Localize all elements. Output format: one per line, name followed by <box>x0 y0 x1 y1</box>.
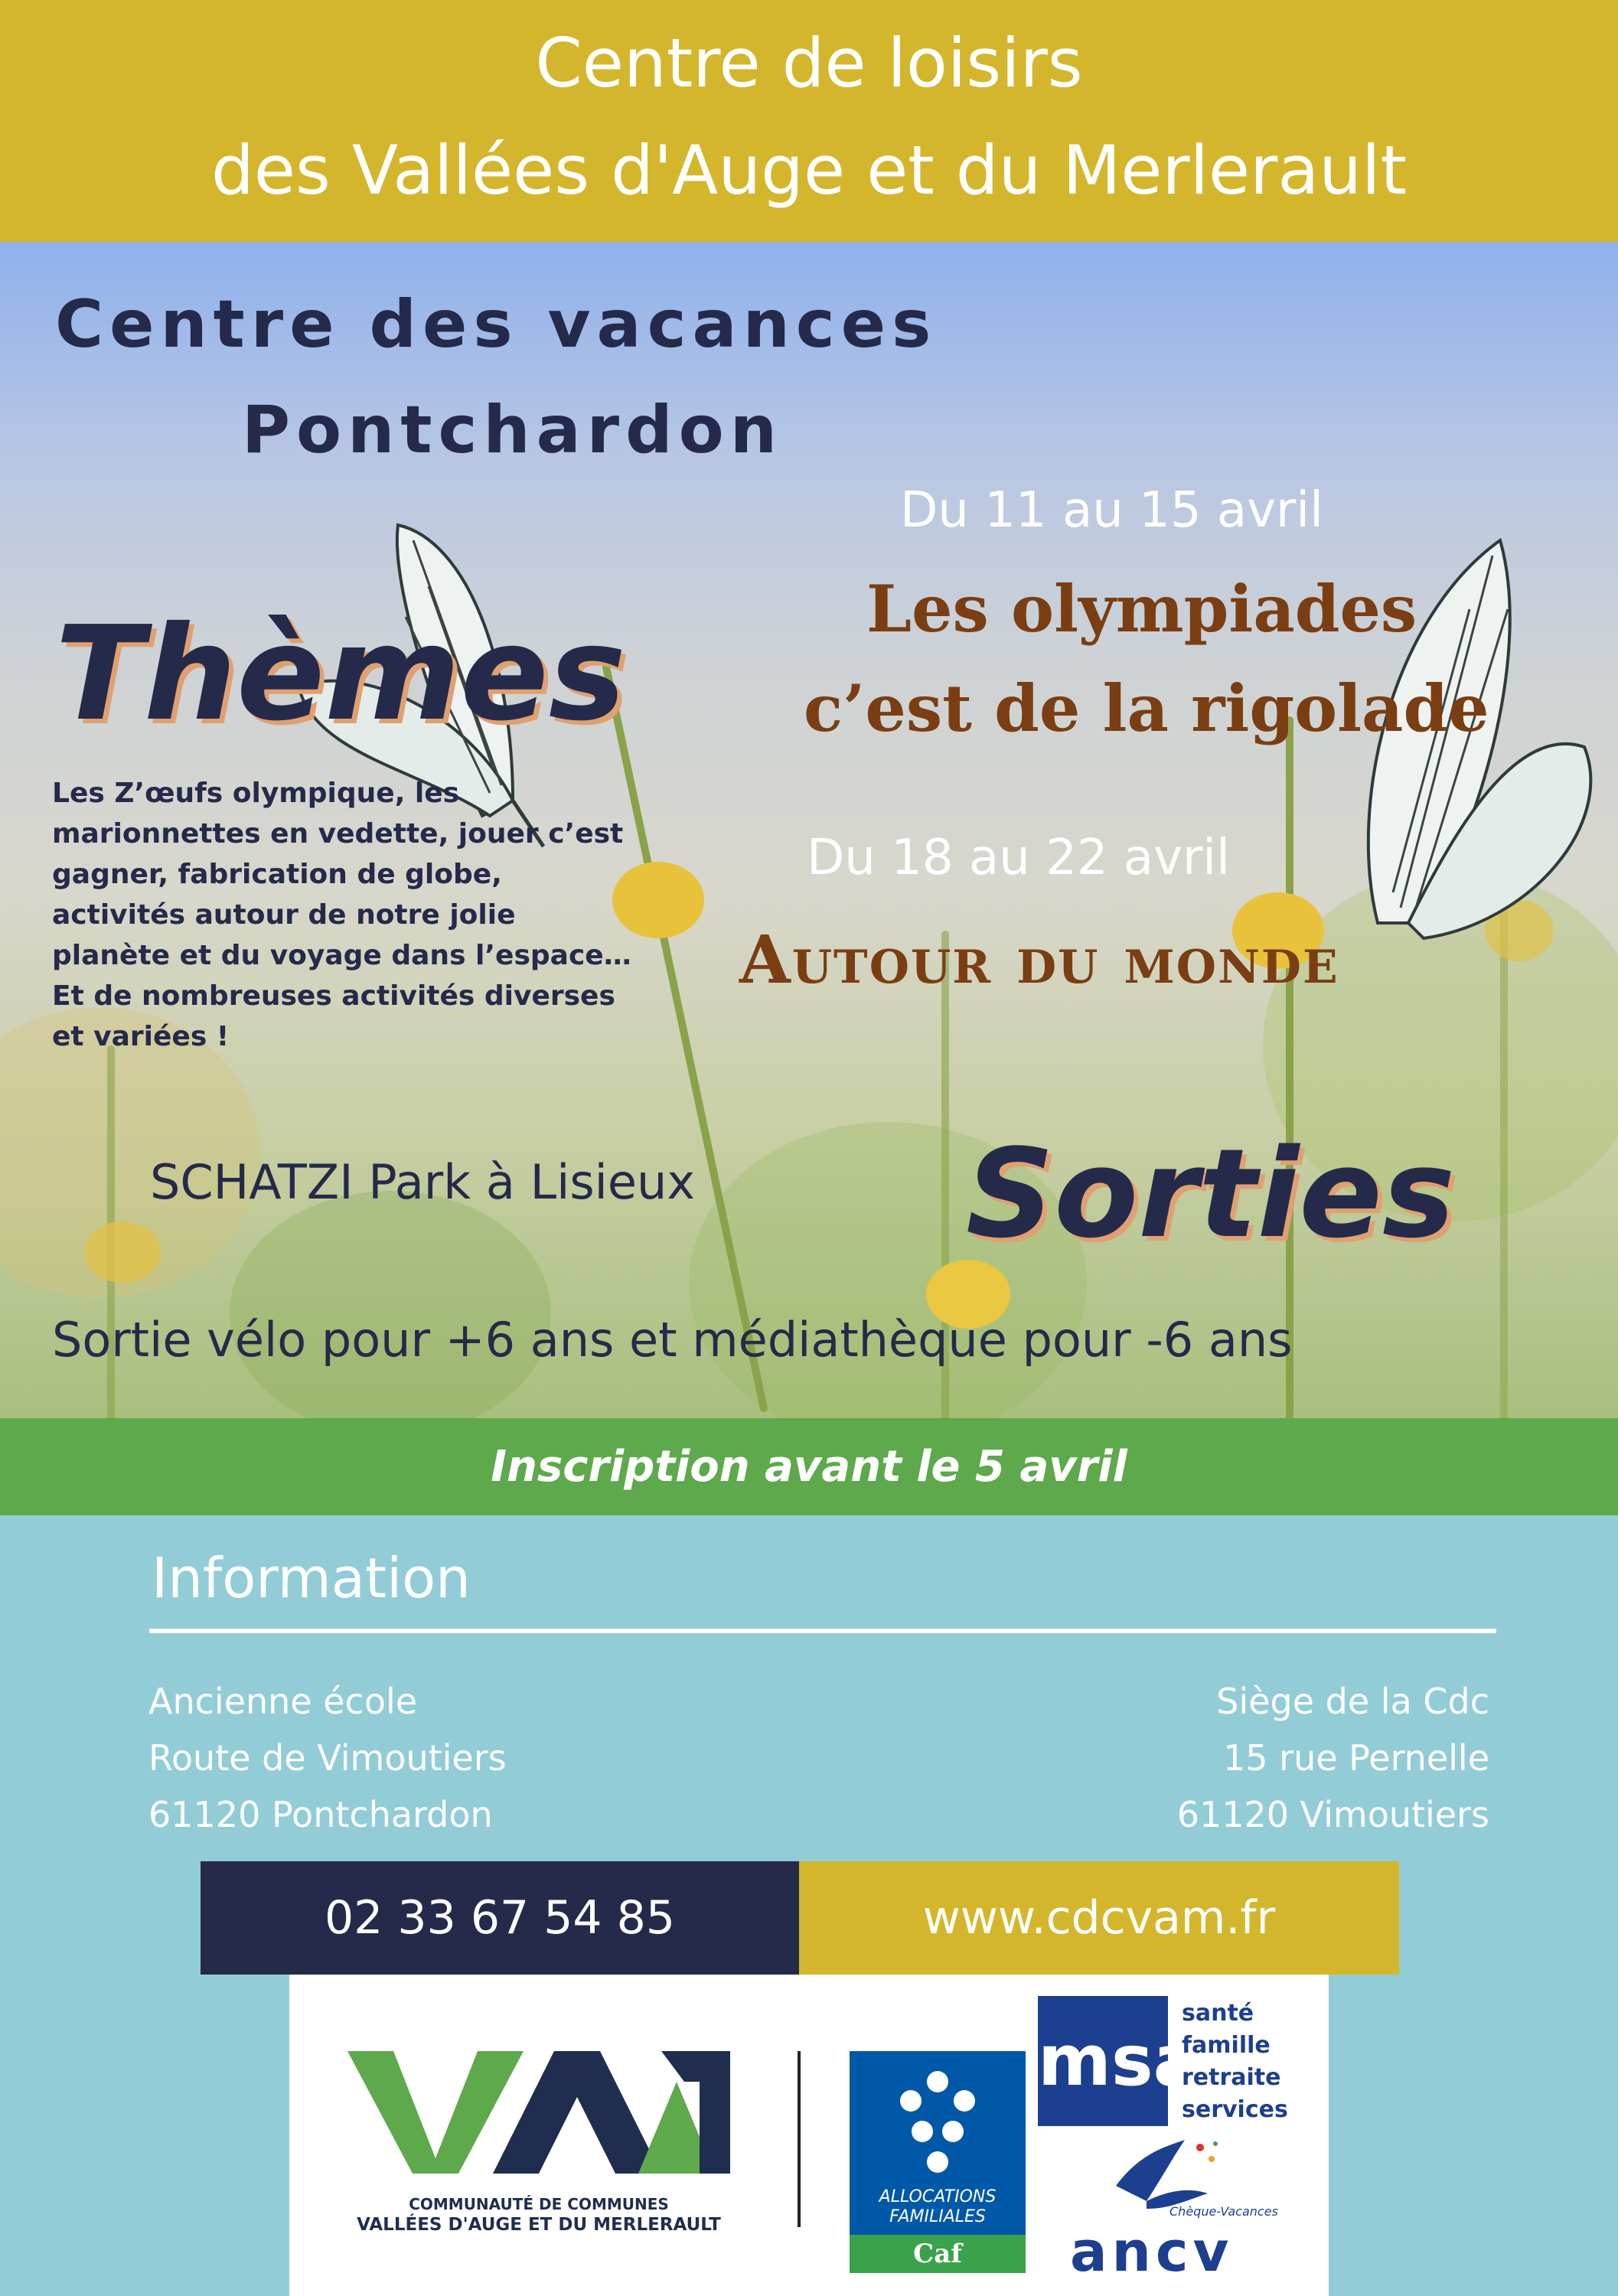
msa-item: santé <box>1182 2000 1254 2027</box>
address-left-line: Route de Vimoutiers <box>148 1737 507 1779</box>
week1-theme-line2: c’est de la rigolade <box>804 670 1489 746</box>
ancv-logo-text: ancv <box>1070 2219 1234 2284</box>
msa-logo: msa <box>1038 1996 1168 2126</box>
header-title-line1: Centre de loisirs <box>535 24 1083 103</box>
address-right <box>1041 1673 1489 1843</box>
vam-logo-icon <box>347 2051 730 2174</box>
address-right-line: Siège de la Cdc <box>1216 1681 1489 1722</box>
header-title-line2: des Vallées d'Auge et du Merlerault <box>211 131 1407 210</box>
caf-logo <box>850 2051 1026 2273</box>
address-left-line: Ancienne école <box>148 1681 418 1722</box>
themes-description: Les Z’œufs olympique, les marionnettes en vedette, jouer c’est gagner, fabrication de globe, activités autour de notre jolie planète et du voyage dans l’espace… Et de nombreuses activités diverses et variées ! <box>52 778 631 1052</box>
week2-theme: Autour du monde <box>739 921 1339 999</box>
outing-velo: Sortie vélo pour +6 ans et médiathèque pour -6 ans <box>52 1312 1293 1368</box>
website-text[interactable]: www.cdcvam.fr <box>922 1891 1276 1945</box>
logo-divider <box>798 2051 801 2227</box>
partner-logos <box>289 1975 1329 2296</box>
bokeh-blob <box>230 1191 551 1418</box>
header-band <box>0 0 1618 242</box>
hero-title-line2: Pontchardon <box>242 392 783 468</box>
caf-label: Caf <box>850 2235 1026 2273</box>
phone-text[interactable]: 02 33 67 54 85 <box>324 1891 676 1945</box>
address-left <box>148 1673 507 1843</box>
info-divider <box>149 1629 1496 1633</box>
msa-item: famille <box>1182 2032 1271 2059</box>
msa-item: retraite <box>1182 2064 1281 2091</box>
phone-number[interactable] <box>201 1861 799 1975</box>
registration-text: Inscription avant le 5 avril <box>491 1442 1127 1492</box>
registration-banner <box>0 1418 1618 1515</box>
flower-head <box>84 1221 161 1283</box>
msa-item: services <box>1182 2096 1288 2123</box>
address-right-line: 15 rue Pernelle <box>1223 1737 1489 1779</box>
caf-family-icon <box>880 2066 995 2181</box>
info-title: Information <box>152 1546 471 1610</box>
hero-title-line1: Centre des vacances <box>55 286 938 363</box>
caf-text-line1: ALLOCATIONS <box>879 2187 997 2206</box>
week2-dates: Du 18 au 22 avril <box>807 830 1230 886</box>
hero-image-area <box>0 242 1618 1418</box>
address-right-line: 61120 Vimoutiers <box>1176 1794 1489 1835</box>
sorties-heading: Sorties <box>966 1122 1456 1265</box>
themes-heading: Thèmes <box>55 598 626 750</box>
caf-text-line2: FAMILIALES <box>889 2207 986 2226</box>
week1-theme-line1: Les olympiades <box>866 571 1417 647</box>
address-left-line: 61120 Pontchardon <box>148 1794 493 1835</box>
week1-dates: Du 11 au 15 avril <box>900 482 1323 539</box>
vam-caption-line2: VALLÉES D'AUGE ET DU MERLERAULT <box>357 2215 721 2235</box>
website-link[interactable] <box>799 1861 1399 1975</box>
vam-caption-line1: COMMUNAUTÉ DE COMMUNES <box>409 2195 669 2213</box>
msa-services <box>1182 1998 1312 2126</box>
ancv-small-text: Chèque-Vacances <box>1169 2204 1278 2219</box>
outing-schatzi: SCHATZI Park à Lisieux <box>150 1154 696 1210</box>
